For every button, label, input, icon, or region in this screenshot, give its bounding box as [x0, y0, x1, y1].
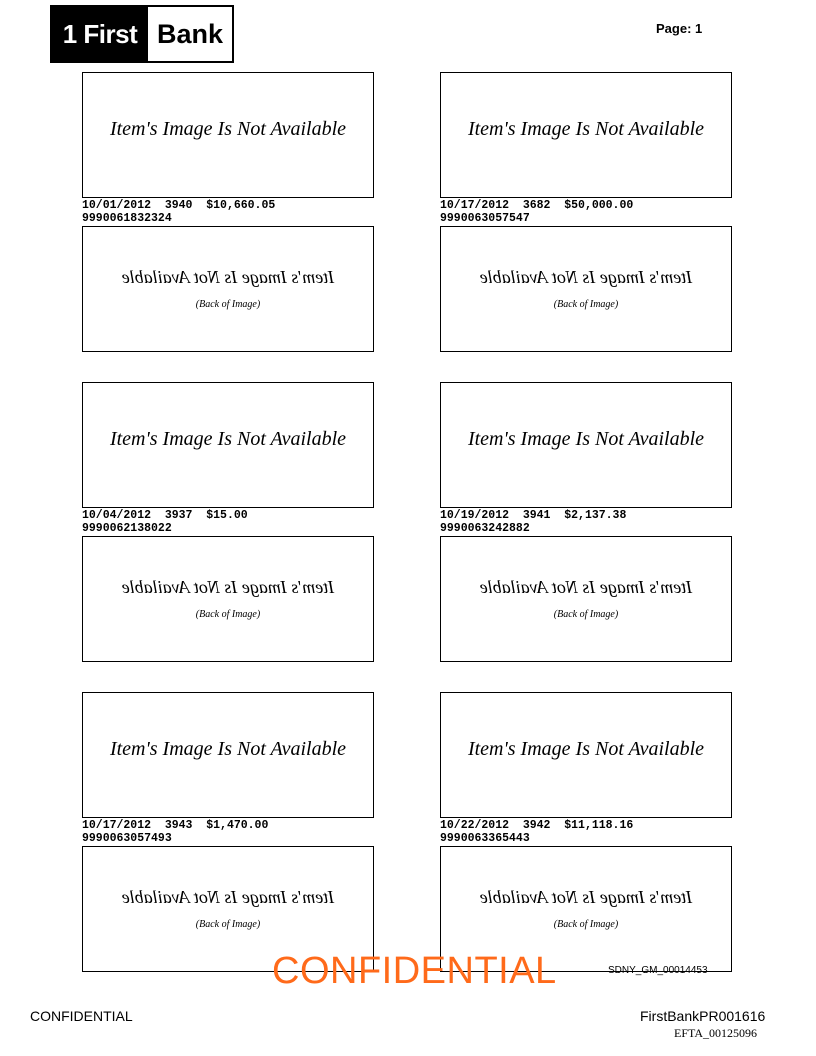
- check-number: 3941: [522, 509, 551, 522]
- check-back-image: [82, 536, 374, 662]
- footer-efta-number: EFTA_00125096: [674, 1026, 758, 1040]
- check-number: 3937: [164, 509, 193, 522]
- back-of-image-label: (Back of Image): [553, 299, 619, 310]
- check-caption: [82, 819, 382, 845]
- logo-number: 1: [62, 18, 77, 49]
- back-of-image-label: (Back of Image): [553, 609, 619, 620]
- check-sequence: 9990062138022: [82, 522, 172, 535]
- bank-logo: [50, 5, 234, 63]
- back-of-image-label: (Back of Image): [195, 919, 261, 930]
- check-sequence: 9990063242882: [440, 522, 530, 535]
- check-number: 3682: [522, 199, 551, 212]
- back-of-image-label: (Back of Image): [195, 299, 261, 310]
- check-amount: $11,118.16: [564, 819, 634, 832]
- image-not-available-mirrored-text: Item's Image Is Not Available: [479, 577, 693, 597]
- confidential-stamp: CONFIDENTIAL: [272, 950, 557, 992]
- check-back-image: [82, 226, 374, 352]
- image-not-available-mirrored-text: Item's Image Is Not Available: [479, 887, 693, 907]
- image-not-available-text: Item's Image Is Not Available: [109, 738, 347, 760]
- image-not-available-text: Item's Image Is Not Available: [467, 118, 705, 140]
- footer-confidential: CONFIDENTIAL: [30, 1008, 133, 1024]
- check-sequence: 9990063057493: [82, 832, 172, 845]
- image-not-available-mirrored-text: Item's Image Is Not Available: [121, 887, 335, 907]
- reference-id: SDNY_GM_00014453: [608, 965, 708, 976]
- check-number: 3943: [164, 819, 193, 832]
- check-front-image: [440, 692, 732, 818]
- check-sequence: 9990061832324: [82, 212, 172, 225]
- image-not-available-text: Item's Image Is Not Available: [109, 118, 347, 140]
- logo-word-first: First: [83, 18, 138, 49]
- page-number: Page: 1: [656, 21, 703, 36]
- check-number: 3940: [164, 199, 193, 212]
- check-caption: [82, 199, 382, 225]
- check-date: 10/17/2012: [440, 199, 510, 212]
- check-date: 10/17/2012: [82, 819, 152, 832]
- check-caption: [440, 819, 740, 845]
- check-caption: [82, 509, 382, 535]
- check-amount: $10,660.05: [206, 199, 276, 212]
- check-date: 10/19/2012: [440, 509, 510, 522]
- footer-bates-number: FirstBankPR001616: [640, 1008, 766, 1024]
- image-not-available-text: Item's Image Is Not Available: [467, 738, 705, 760]
- check-amount: $15.00: [206, 509, 248, 522]
- check-amount: $2,137.38: [564, 509, 627, 522]
- check-caption: [440, 199, 740, 225]
- check-front-image: [440, 72, 732, 198]
- check-front-image: [440, 382, 732, 508]
- check-date: 10/22/2012: [440, 819, 510, 832]
- check-front-image: [82, 382, 374, 508]
- back-of-image-label: (Back of Image): [553, 919, 619, 930]
- check-front-image: [82, 692, 374, 818]
- check-back-image: [440, 536, 732, 662]
- image-not-available-text: Item's Image Is Not Available: [109, 428, 347, 450]
- check-number: 3942: [522, 819, 551, 832]
- check-sequence: 9990063057547: [440, 212, 530, 225]
- image-not-available-mirrored-text: Item's Image Is Not Available: [479, 267, 693, 287]
- logo-word-bank: Bank: [156, 18, 224, 49]
- check-date: 10/04/2012: [82, 509, 152, 522]
- check-caption: [440, 509, 740, 535]
- image-not-available-mirrored-text: Item's Image Is Not Available: [121, 267, 335, 287]
- check-amount: $50,000.00: [564, 199, 634, 212]
- check-front-image: [82, 72, 374, 198]
- back-of-image-label: (Back of Image): [195, 609, 261, 620]
- image-not-available-text: Item's Image Is Not Available: [467, 428, 705, 450]
- check-date: 10/01/2012: [82, 199, 152, 212]
- logo-dark-block: [52, 7, 148, 61]
- check-back-image: [440, 226, 732, 352]
- check-amount: $1,470.00: [206, 819, 269, 832]
- image-not-available-mirrored-text: Item's Image Is Not Available: [121, 577, 335, 597]
- check-sequence: 9990063365443: [440, 832, 530, 845]
